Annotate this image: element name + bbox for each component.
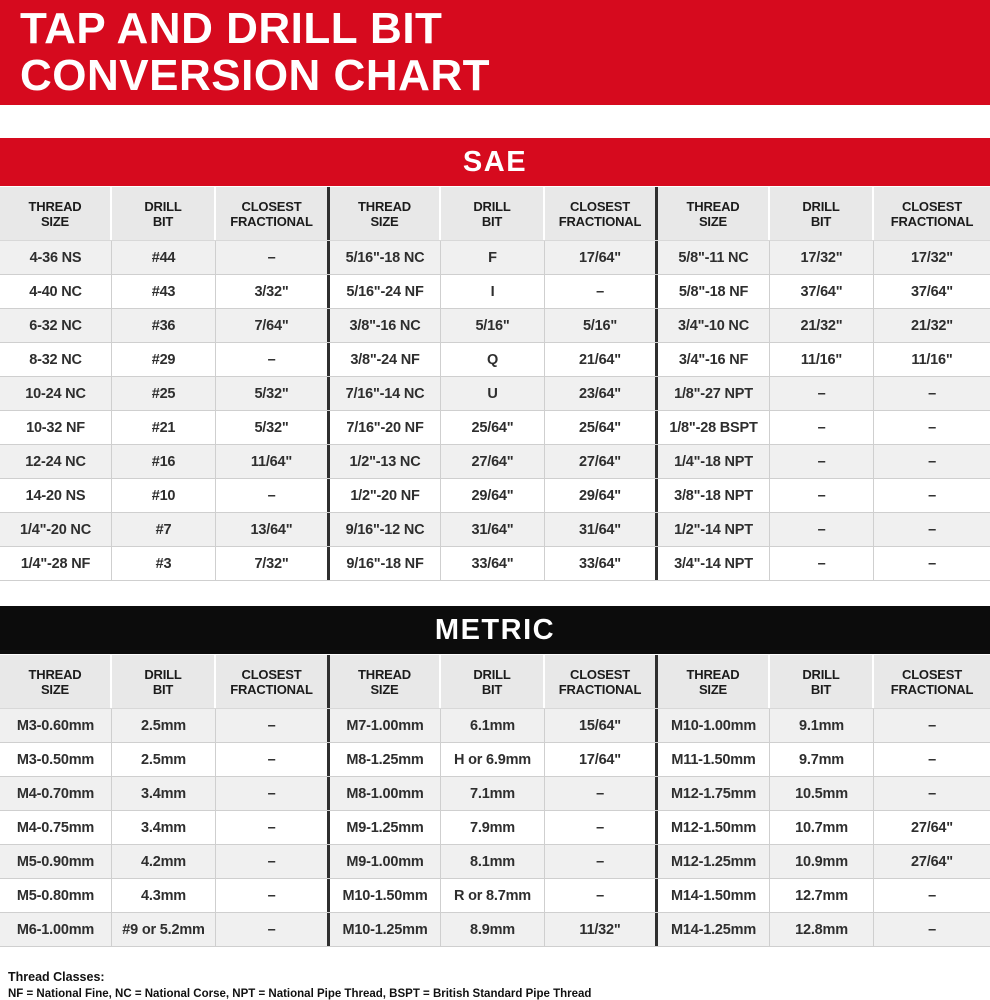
cell-thread-size: 3/8"-16 NC xyxy=(330,309,441,342)
column-header-text: FRACTIONAL xyxy=(890,213,974,229)
cell-closest-fractional: 3/32" xyxy=(216,275,330,308)
table-row xyxy=(0,709,990,743)
column-header-text: CLOSEST xyxy=(570,666,630,682)
sae-section-bar: SAE xyxy=(0,138,990,186)
cell-thread-size: 14-20 NS xyxy=(0,479,112,512)
cell-drill-bit: I xyxy=(441,275,545,308)
cell-thread-size: M9-1.25mm xyxy=(330,811,441,844)
table-row xyxy=(0,309,990,343)
cell-closest-fractional: 13/64" xyxy=(216,513,330,546)
page-title-line1: TAP AND DRILL BIT xyxy=(20,4,443,53)
column-header-text: SIZE xyxy=(40,213,70,229)
table-row xyxy=(0,479,990,513)
table-row xyxy=(0,811,990,845)
cell-thread-size: M8-1.00mm xyxy=(330,777,441,810)
column-header-text: BIT xyxy=(152,213,174,229)
cell-thread-size: 3/8"-18 NPT xyxy=(658,479,770,512)
table-row xyxy=(0,411,990,445)
cell-closest-fractional: – xyxy=(928,751,936,768)
cell-closest-fractional: 17/32" xyxy=(911,249,953,266)
cell-closest-fractional: – xyxy=(928,921,936,938)
sae-table xyxy=(0,138,990,581)
cell-drill-bit: 21/32" xyxy=(770,309,874,342)
cell-drill-bit: 9.7mm xyxy=(770,743,874,776)
cell-drill-bit: 10.7mm xyxy=(770,811,874,844)
cell-drill-bit: #16 xyxy=(112,445,216,478)
cell-drill-bit: 12.8mm xyxy=(770,913,874,946)
cell-thread-size: M14-1.50mm xyxy=(658,879,770,912)
cell-drill-bit: 7.1mm xyxy=(441,777,545,810)
column-header-closest-fractional xyxy=(216,655,330,708)
cell-closest-fractional: 11/16" xyxy=(911,351,953,368)
column-header-text: CLOSEST xyxy=(902,198,962,214)
column-header-thread-size xyxy=(0,655,112,708)
cell-closest-fractional: 17/64" xyxy=(545,743,658,776)
cell-closest-fractional: – xyxy=(928,717,936,734)
cell-drill-bit: 7.9mm xyxy=(441,811,545,844)
table-row xyxy=(0,275,990,309)
cell-closest-fractional: – xyxy=(216,845,330,878)
cell-drill-bit: – xyxy=(770,377,874,410)
cell-thread-size: M12-1.75mm xyxy=(658,777,770,810)
cell-closest-fractional: 11/32" xyxy=(545,913,658,946)
cell-thread-size: 7/16"-20 NF xyxy=(330,411,441,444)
cell-thread-size: M6-1.00mm xyxy=(0,913,112,946)
cell-thread-size: 7/16"-14 NC xyxy=(330,377,441,410)
column-header-text: DRILL xyxy=(144,198,182,214)
cell-thread-size: 9/16"-18 NF xyxy=(330,547,441,580)
column-header-text: BIT xyxy=(810,681,832,697)
cell-thread-size: 4-36 NS xyxy=(0,241,112,274)
cell-drill-bit: H or 6.9mm xyxy=(441,743,545,776)
cell-closest-fractional: – xyxy=(216,241,330,274)
cell-closest-fractional: 29/64" xyxy=(545,479,658,512)
column-header-text: SIZE xyxy=(698,681,728,697)
cell-drill-bit: 27/64" xyxy=(441,445,545,478)
cell-thread-size: 5/16"-18 NC xyxy=(330,241,441,274)
cell-drill-bit: #36 xyxy=(112,309,216,342)
cell-closest-fractional: 27/64" xyxy=(911,853,953,870)
column-header-text: CLOSEST xyxy=(570,198,630,214)
column-header-text: THREAD xyxy=(28,666,82,682)
cell-thread-size: M10-1.50mm xyxy=(330,879,441,912)
cell-drill-bit: – xyxy=(770,411,874,444)
cell-thread-size: M5-0.90mm xyxy=(0,845,112,878)
cell-closest-fractional: 17/64" xyxy=(545,241,658,274)
spacer xyxy=(0,581,990,606)
cell-thread-size: 3/4"-10 NC xyxy=(658,309,770,342)
column-header-thread-size xyxy=(330,187,441,240)
cell-thread-size: M3-0.50mm xyxy=(0,743,112,776)
column-header-text: FRACTIONAL xyxy=(890,681,974,697)
cell-drill-bit: R or 8.7mm xyxy=(441,879,545,912)
cell-closest-fractional: – xyxy=(216,479,330,512)
cell-drill-bit: 8.1mm xyxy=(441,845,545,878)
cell-thread-size: 5/8"-11 NC xyxy=(658,241,770,274)
cell-drill-bit: #9 or 5.2mm xyxy=(112,913,216,946)
column-header-text: THREAD xyxy=(358,666,411,682)
cell-drill-bit: #7 xyxy=(112,513,216,546)
cell-closest-fractional: – xyxy=(928,555,936,572)
column-header-text: THREAD xyxy=(28,198,82,214)
column-header-text: DRILL xyxy=(802,198,840,214)
cell-thread-size: 3/4"-14 NPT xyxy=(658,547,770,580)
cell-closest-fractional: 33/64" xyxy=(545,547,658,580)
cell-thread-size: 1/4"-18 NPT xyxy=(658,445,770,478)
cell-thread-size: 1/2"-14 NPT xyxy=(658,513,770,546)
column-header-text: FRACTIONAL xyxy=(230,681,313,697)
cell-closest-fractional: 27/64" xyxy=(545,445,658,478)
cell-closest-fractional: 21/64" xyxy=(545,343,658,376)
column-header-text: SIZE xyxy=(40,681,70,697)
cell-closest-fractional: 5/32" xyxy=(216,377,330,410)
table-row xyxy=(0,777,990,811)
cell-thread-size: 1/2"-13 NC xyxy=(330,445,441,478)
cell-thread-size: M5-0.80mm xyxy=(0,879,112,912)
cell-drill-bit: – xyxy=(770,445,874,478)
cell-drill-bit: 2.5mm xyxy=(112,709,216,742)
column-header-closest-fractional xyxy=(874,655,990,708)
cell-drill-bit: 17/32" xyxy=(770,241,874,274)
page-title-line2: CONVERSION CHART xyxy=(20,51,491,100)
column-header-text: DRILL xyxy=(473,198,511,214)
cell-thread-size: 1/8"-27 NPT xyxy=(658,377,770,410)
cell-thread-size: 12-24 NC xyxy=(0,445,112,478)
column-header-text: CLOSEST xyxy=(241,666,302,682)
cell-thread-size: 3/4"-16 NF xyxy=(658,343,770,376)
cell-thread-size: M12-1.25mm xyxy=(658,845,770,878)
cell-thread-size: M10-1.00mm xyxy=(658,709,770,742)
column-header-text: FRACTIONAL xyxy=(558,681,642,697)
cell-thread-size: M7-1.00mm xyxy=(330,709,441,742)
column-header-thread-size xyxy=(330,655,441,708)
cell-closest-fractional: 7/32" xyxy=(216,547,330,580)
cell-drill-bit: 5/16" xyxy=(441,309,545,342)
cell-closest-fractional: – xyxy=(928,453,936,470)
cell-closest-fractional: – xyxy=(928,785,936,802)
cell-drill-bit: 29/64" xyxy=(441,479,545,512)
table-row xyxy=(0,241,990,275)
page-title-banner xyxy=(0,0,990,105)
column-header-text: FRACTIONAL xyxy=(230,213,313,229)
column-header-closest-fractional xyxy=(216,187,330,240)
cell-drill-bit: F xyxy=(441,241,545,274)
column-header-thread-size xyxy=(0,187,112,240)
column-header-text: BIT xyxy=(481,681,503,697)
cell-thread-size: 1/4"-28 NF xyxy=(0,547,112,580)
cell-closest-fractional: – xyxy=(545,275,658,308)
column-header-text: FRACTIONAL xyxy=(558,213,642,229)
cell-thread-size: 6-32 NC xyxy=(0,309,112,342)
column-header-text: CLOSEST xyxy=(241,198,302,214)
cell-drill-bit: 3.4mm xyxy=(112,811,216,844)
cell-closest-fractional: 27/64" xyxy=(911,819,953,836)
cell-thread-size: M10-1.25mm xyxy=(330,913,441,946)
cell-closest-fractional: 23/64" xyxy=(545,377,658,410)
metric-table-body xyxy=(0,708,990,947)
sae-column-header xyxy=(0,186,990,240)
footer-abbreviations: NF = National Fine, NC = National Corse, NPT = National Pipe Thread, BSPT = British Standard Pipe Thread xyxy=(8,988,592,1000)
column-header-text: BIT xyxy=(152,681,174,697)
metric-section-bar: METRIC xyxy=(0,606,990,654)
cell-closest-fractional: – xyxy=(216,879,330,912)
cell-closest-fractional: – xyxy=(928,419,936,436)
cell-thread-size: M11-1.50mm xyxy=(658,743,770,776)
column-header-closest-fractional xyxy=(545,187,658,240)
cell-closest-fractional: – xyxy=(545,845,658,878)
column-header-text: THREAD xyxy=(358,198,411,214)
cell-thread-size: M4-0.70mm xyxy=(0,777,112,810)
cell-drill-bit: 10.5mm xyxy=(770,777,874,810)
column-header-text: SIZE xyxy=(370,681,399,697)
table-row xyxy=(0,743,990,777)
cell-drill-bit: – xyxy=(770,479,874,512)
column-header-closest-fractional xyxy=(545,655,658,708)
column-header-text: DRILL xyxy=(802,666,840,682)
table-row xyxy=(0,547,990,581)
column-header-closest-fractional xyxy=(874,187,990,240)
cell-drill-bit: 10.9mm xyxy=(770,845,874,878)
cell-thread-size: 5/16"-24 NF xyxy=(330,275,441,308)
column-header-thread-size xyxy=(658,187,770,240)
cell-closest-fractional: – xyxy=(545,879,658,912)
column-header-text: SIZE xyxy=(370,213,399,229)
cell-thread-size: 1/2"-20 NF xyxy=(330,479,441,512)
table-row xyxy=(0,879,990,913)
column-header-thread-size xyxy=(658,655,770,708)
table-row xyxy=(0,343,990,377)
cell-closest-fractional: 31/64" xyxy=(545,513,658,546)
table-row xyxy=(0,377,990,411)
cell-drill-bit: #43 xyxy=(112,275,216,308)
cell-thread-size: 5/8"-18 NF xyxy=(658,275,770,308)
cell-closest-fractional: 5/32" xyxy=(216,411,330,444)
cell-drill-bit: 3.4mm xyxy=(112,777,216,810)
cell-closest-fractional: 5/16" xyxy=(545,309,658,342)
cell-drill-bit: – xyxy=(770,513,874,546)
column-header-text: DRILL xyxy=(144,666,182,682)
metric-table xyxy=(0,606,990,947)
cell-closest-fractional: – xyxy=(216,343,330,376)
cell-closest-fractional: 25/64" xyxy=(545,411,658,444)
cell-closest-fractional: 21/32" xyxy=(911,317,953,334)
cell-drill-bit: – xyxy=(770,547,874,580)
table-row xyxy=(0,913,990,947)
column-header-text: DRILL xyxy=(473,666,511,682)
cell-drill-bit: 25/64" xyxy=(441,411,545,444)
cell-closest-fractional: – xyxy=(216,743,330,776)
cell-thread-size: 1/4"-20 NC xyxy=(0,513,112,546)
cell-drill-bit: #10 xyxy=(112,479,216,512)
cell-drill-bit: 8.9mm xyxy=(441,913,545,946)
column-header-text: BIT xyxy=(810,213,832,229)
column-header-drill-bit xyxy=(770,655,874,708)
cell-drill-bit: 9.1mm xyxy=(770,709,874,742)
table-row xyxy=(0,845,990,879)
column-header-text: CLOSEST xyxy=(902,666,962,682)
cell-drill-bit: #29 xyxy=(112,343,216,376)
cell-thread-size: 9/16"-12 NC xyxy=(330,513,441,546)
cell-closest-fractional: – xyxy=(216,811,330,844)
cell-thread-size: M4-0.75mm xyxy=(0,811,112,844)
cell-closest-fractional: – xyxy=(545,777,658,810)
cell-thread-size: M8-1.25mm xyxy=(330,743,441,776)
metric-column-header xyxy=(0,654,990,708)
cell-thread-size: 8-32 NC xyxy=(0,343,112,376)
cell-thread-size: M3-0.60mm xyxy=(0,709,112,742)
cell-thread-size: 4-40 NC xyxy=(0,275,112,308)
cell-closest-fractional: – xyxy=(216,777,330,810)
column-header-text: THREAD xyxy=(686,198,740,214)
spacer xyxy=(0,105,990,138)
column-header-drill-bit xyxy=(770,187,874,240)
cell-closest-fractional: – xyxy=(216,913,330,946)
cell-closest-fractional: 37/64" xyxy=(911,283,953,300)
cell-closest-fractional: – xyxy=(928,385,936,402)
cell-thread-size: 3/8"-24 NF xyxy=(330,343,441,376)
footer-heading: Thread Classes: xyxy=(8,970,105,984)
thread-classes-footer xyxy=(0,947,990,1000)
cell-drill-bit: #25 xyxy=(112,377,216,410)
cell-thread-size: M9-1.00mm xyxy=(330,845,441,878)
cell-closest-fractional: 7/64" xyxy=(216,309,330,342)
column-header-text: BIT xyxy=(481,213,503,229)
cell-thread-size: 1/8"-28 BSPT xyxy=(658,411,770,444)
cell-drill-bit: 31/64" xyxy=(441,513,545,546)
cell-drill-bit: 4.2mm xyxy=(112,845,216,878)
column-header-drill-bit xyxy=(441,187,545,240)
cell-closest-fractional: – xyxy=(928,521,936,538)
cell-thread-size: 10-24 NC xyxy=(0,377,112,410)
cell-closest-fractional: – xyxy=(545,811,658,844)
cell-closest-fractional: – xyxy=(928,487,936,504)
sae-table-body xyxy=(0,240,990,581)
cell-drill-bit: 33/64" xyxy=(441,547,545,580)
cell-drill-bit: 4.3mm xyxy=(112,879,216,912)
column-header-text: THREAD xyxy=(686,666,740,682)
column-header-drill-bit xyxy=(112,655,216,708)
table-row xyxy=(0,513,990,547)
column-header-drill-bit xyxy=(441,655,545,708)
cell-drill-bit: #44 xyxy=(112,241,216,274)
cell-closest-fractional: – xyxy=(928,887,936,904)
cell-closest-fractional: – xyxy=(216,709,330,742)
column-header-drill-bit xyxy=(112,187,216,240)
cell-drill-bit: #3 xyxy=(112,547,216,580)
cell-drill-bit: U xyxy=(441,377,545,410)
cell-thread-size: M12-1.50mm xyxy=(658,811,770,844)
column-header-text: SIZE xyxy=(698,213,728,229)
cell-drill-bit: 2.5mm xyxy=(112,743,216,776)
cell-drill-bit: #21 xyxy=(112,411,216,444)
cell-drill-bit: 37/64" xyxy=(770,275,874,308)
cell-closest-fractional: 11/64" xyxy=(216,445,330,478)
cell-closest-fractional: 15/64" xyxy=(545,709,658,742)
cell-drill-bit: 6.1mm xyxy=(441,709,545,742)
cell-drill-bit: 11/16" xyxy=(770,343,874,376)
cell-drill-bit: 12.7mm xyxy=(770,879,874,912)
cell-thread-size: M14-1.25mm xyxy=(658,913,770,946)
table-row xyxy=(0,445,990,479)
cell-thread-size: 10-32 NF xyxy=(0,411,112,444)
cell-drill-bit: Q xyxy=(441,343,545,376)
